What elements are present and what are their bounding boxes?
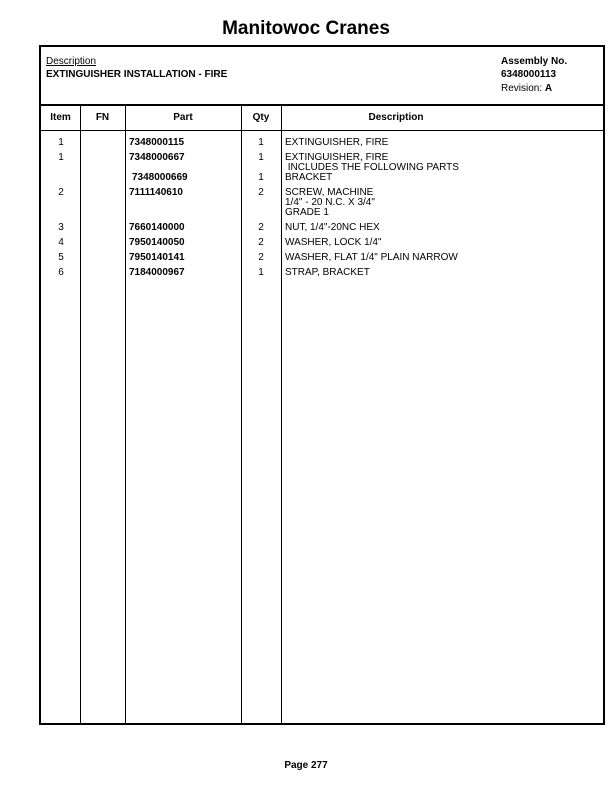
column-header-description: Description [368,112,424,123]
item-number: 1 [58,152,64,163]
quantity: 1 [258,152,264,163]
column-divider [125,104,126,723]
column-header-fn: FN [95,112,110,123]
part-number: 7184000967 [129,267,185,278]
quantity: 2 [258,187,264,198]
part-description: EXTINGUISHER, FIRE INCLUDES THE FOLLOWING PARTS [285,152,459,173]
page-number: Page 277 [284,760,328,771]
item-number: 2 [58,187,64,198]
item-number: 5 [58,252,64,263]
revision-value: A [544,83,553,94]
item-number: 4 [58,237,64,248]
part-number: 7950140141 [129,252,185,263]
quantity: 1 [258,267,264,278]
revision-label: Revision: [501,83,543,94]
item-number: 3 [58,222,64,233]
part-description: STRAP, BRACKET [285,267,370,278]
assembly-number-label: Assembly No. [501,56,568,67]
column-header-part: Part [173,112,193,123]
column-header-qty: Qty [252,112,270,123]
part-description: BRACKET [285,172,333,183]
revision [501,83,552,94]
part-description: NUT, 1/4"-20NC HEX [285,222,380,233]
part-description: WASHER, LOCK 1/4" [285,237,382,248]
part-number: 7111140610 [129,187,183,198]
part-number: 7348000669 [132,172,188,183]
item-number: 6 [58,267,64,278]
quantity: 2 [258,237,264,248]
part-number: 7348000115 [129,137,185,148]
assembly-number: 6348000113 [501,69,557,80]
column-divider [281,104,282,723]
part-number: 7348000667 [129,152,185,163]
description-label: Description [46,56,97,67]
column-header-item: Item [50,112,71,123]
quantity: 1 [258,137,264,148]
part-number: 7660140000 [129,222,185,233]
part-description: SCREW, MACHINE 1/4" - 20 N.C. X 3/4" GRADE 1 [285,187,375,218]
part-description: EXTINGUISHER, FIRE [285,137,389,148]
part-description: WASHER, FLAT 1/4" PLAIN NARROW [285,252,458,263]
assembly-description: EXTINGUISHER INSTALLATION - FIRE [46,69,228,80]
part-number: 7950140050 [129,237,185,248]
quantity: 2 [258,222,264,233]
quantity: 2 [258,252,264,263]
item-number: 1 [58,137,64,148]
parts-list-frame [39,45,605,725]
page-title: Manitowoc Cranes [222,18,390,39]
quantity: 1 [258,172,264,183]
